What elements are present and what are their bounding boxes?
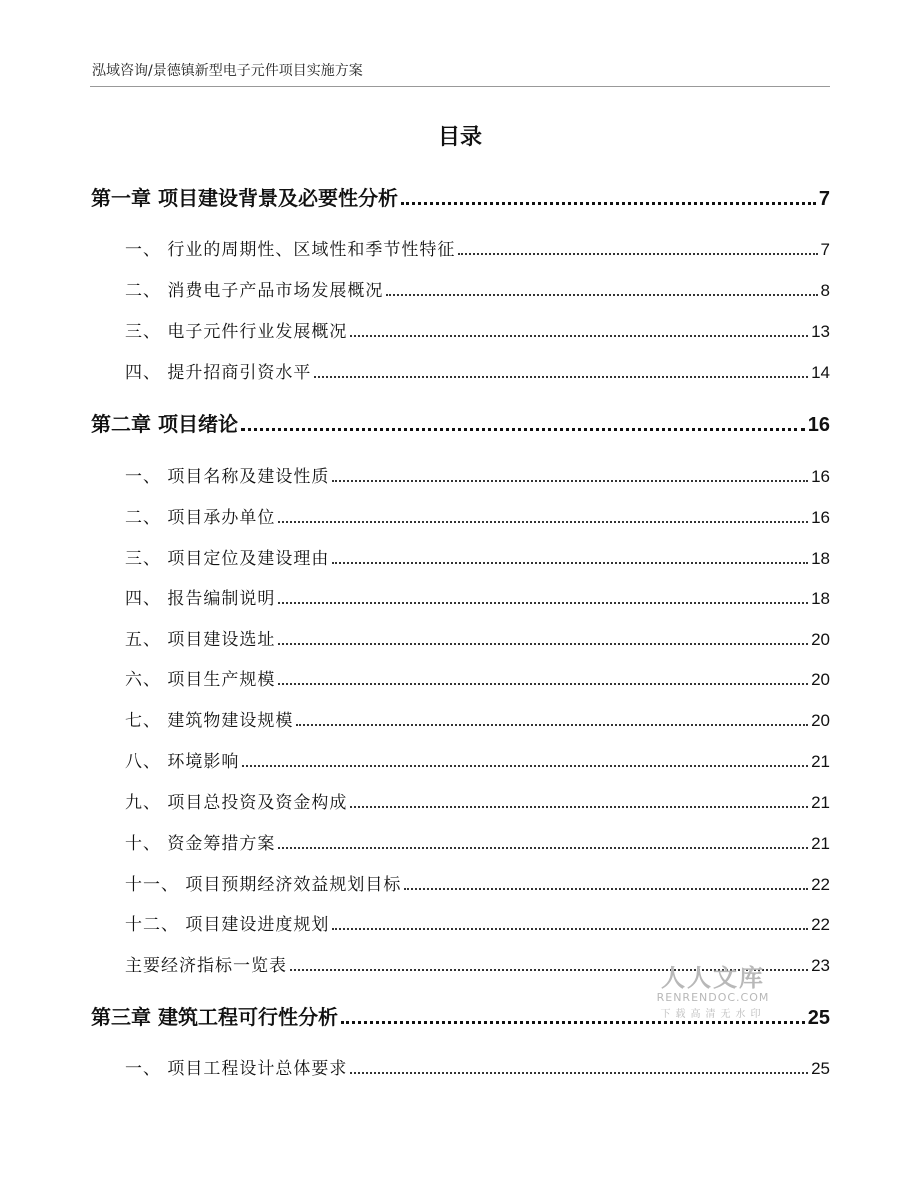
toc-section[interactable] xyxy=(91,235,830,260)
toc-label: 第一章 项目建设背景及必要性分析 xyxy=(91,186,398,210)
toc-leader-dots xyxy=(242,765,808,767)
toc-section[interactable] xyxy=(91,747,830,772)
toc-page-number: 20 xyxy=(811,630,830,649)
toc-page-number: 21 xyxy=(811,752,830,771)
toc-label: 一、 项目名称及建设性质 xyxy=(125,467,330,487)
watermark xyxy=(648,958,778,1020)
toc-leader-dots xyxy=(241,428,805,431)
toc-page-number: 22 xyxy=(811,915,830,934)
toc-page-number: 20 xyxy=(811,711,830,730)
toc-label: 二、 项目承办单位 xyxy=(125,508,276,528)
toc-label: 二、 消费电子产品市场发展概况 xyxy=(125,281,384,301)
toc-label: 第三章 建筑工程可行性分析 xyxy=(91,1005,338,1029)
toc-label: 十一、 项目预期经济效益规划目标 xyxy=(125,875,402,895)
toc-label: 四、 报告编制说明 xyxy=(125,589,276,609)
toc-leader-dots xyxy=(278,521,808,523)
page-header: 泓域咨询/景德镇新型电子元件项目实施方案 xyxy=(92,63,363,79)
toc-leader-dots xyxy=(332,562,808,564)
toc-label: 十二、 项目建设进度规划 xyxy=(125,915,330,935)
toc-label: 第二章 项目绪论 xyxy=(91,412,238,436)
toc-label: 一、 行业的周期性、区域性和季节性特征 xyxy=(125,240,456,260)
toc-page-number: 16 xyxy=(807,414,830,436)
toc-page-number: 21 xyxy=(811,793,830,812)
toc-leader-dots xyxy=(386,294,817,296)
toc-section[interactable] xyxy=(91,462,830,487)
toc-page-number: 25 xyxy=(807,1007,830,1029)
toc-leader-dots xyxy=(458,253,817,255)
toc-leader-dots xyxy=(278,847,808,849)
toc-page-number: 23 xyxy=(811,956,830,975)
toc-leader-dots xyxy=(278,643,808,645)
header-rule xyxy=(90,86,830,87)
toc-label: 五、 项目建设选址 xyxy=(125,630,276,650)
toc-label: 一、 项目工程设计总体要求 xyxy=(125,1059,348,1079)
toc-chapter-1[interactable] xyxy=(91,182,830,211)
toc-section[interactable] xyxy=(91,1054,830,1079)
toc-page-number: 13 xyxy=(811,322,830,341)
watermark-domain: RENRENDOC.COM xyxy=(656,991,770,1004)
toc-leader-dots xyxy=(314,376,808,378)
toc-label: 三、 项目定位及建设理由 xyxy=(125,549,330,569)
toc-label: 六、 项目生产规模 xyxy=(125,670,276,690)
toc-chapter-2[interactable] xyxy=(91,408,830,437)
toc-section[interactable] xyxy=(91,665,830,690)
toc-section[interactable] xyxy=(91,317,830,342)
toc-page-number: 21 xyxy=(811,834,830,853)
toc-leader-dots xyxy=(278,602,808,604)
toc-page-number: 16 xyxy=(811,508,830,527)
toc-title: 目录 xyxy=(437,125,482,150)
watermark-title: 人人文库 xyxy=(661,964,765,992)
toc-label: 十、 资金筹措方案 xyxy=(125,834,276,854)
toc-leader-dots xyxy=(404,888,808,890)
toc-leader-dots xyxy=(341,1021,805,1024)
toc-label: 主要经济指标一览表 xyxy=(125,956,287,976)
toc-page-number: 18 xyxy=(811,589,830,608)
toc-label: 七、 建筑物建设规模 xyxy=(125,711,294,731)
toc-section[interactable] xyxy=(91,276,830,301)
toc-page-number: 7 xyxy=(818,188,830,210)
toc-section[interactable] xyxy=(91,625,830,650)
toc-leader-dots xyxy=(332,928,808,930)
toc-page-number: 7 xyxy=(820,240,830,259)
toc-page-number: 8 xyxy=(820,281,830,300)
toc-section[interactable] xyxy=(91,544,830,569)
toc-page-number: 18 xyxy=(811,549,830,568)
toc-section[interactable] xyxy=(91,829,830,854)
toc-section[interactable] xyxy=(91,584,830,609)
toc-page-number: 16 xyxy=(811,467,830,486)
toc-label: 八、 环境影响 xyxy=(125,752,240,772)
toc-section[interactable] xyxy=(91,788,830,813)
toc-section[interactable] xyxy=(91,706,830,731)
toc-section[interactable] xyxy=(91,358,830,383)
toc-leader-dots xyxy=(332,480,808,482)
toc-leader-dots xyxy=(296,724,808,726)
toc-label: 三、 电子元件行业发展概况 xyxy=(125,322,348,342)
toc-leader-dots xyxy=(350,335,808,337)
toc-leader-dots xyxy=(401,202,816,205)
toc-page-number: 14 xyxy=(811,363,830,382)
toc-section[interactable] xyxy=(91,503,830,528)
toc-page-number: 25 xyxy=(811,1059,830,1078)
toc-label: 九、 项目总投资及资金构成 xyxy=(125,793,348,813)
toc-label: 四、 提升招商引资水平 xyxy=(125,363,312,383)
toc-page-number: 20 xyxy=(811,670,830,689)
toc-section[interactable] xyxy=(91,870,830,895)
toc-leader-dots xyxy=(350,806,808,808)
toc-section[interactable] xyxy=(91,910,830,935)
toc-leader-dots xyxy=(350,1072,808,1074)
watermark-slogan: 下载高清无水印 xyxy=(660,1009,766,1020)
toc-leader-dots xyxy=(278,683,808,685)
toc-page-number: 22 xyxy=(811,875,830,894)
